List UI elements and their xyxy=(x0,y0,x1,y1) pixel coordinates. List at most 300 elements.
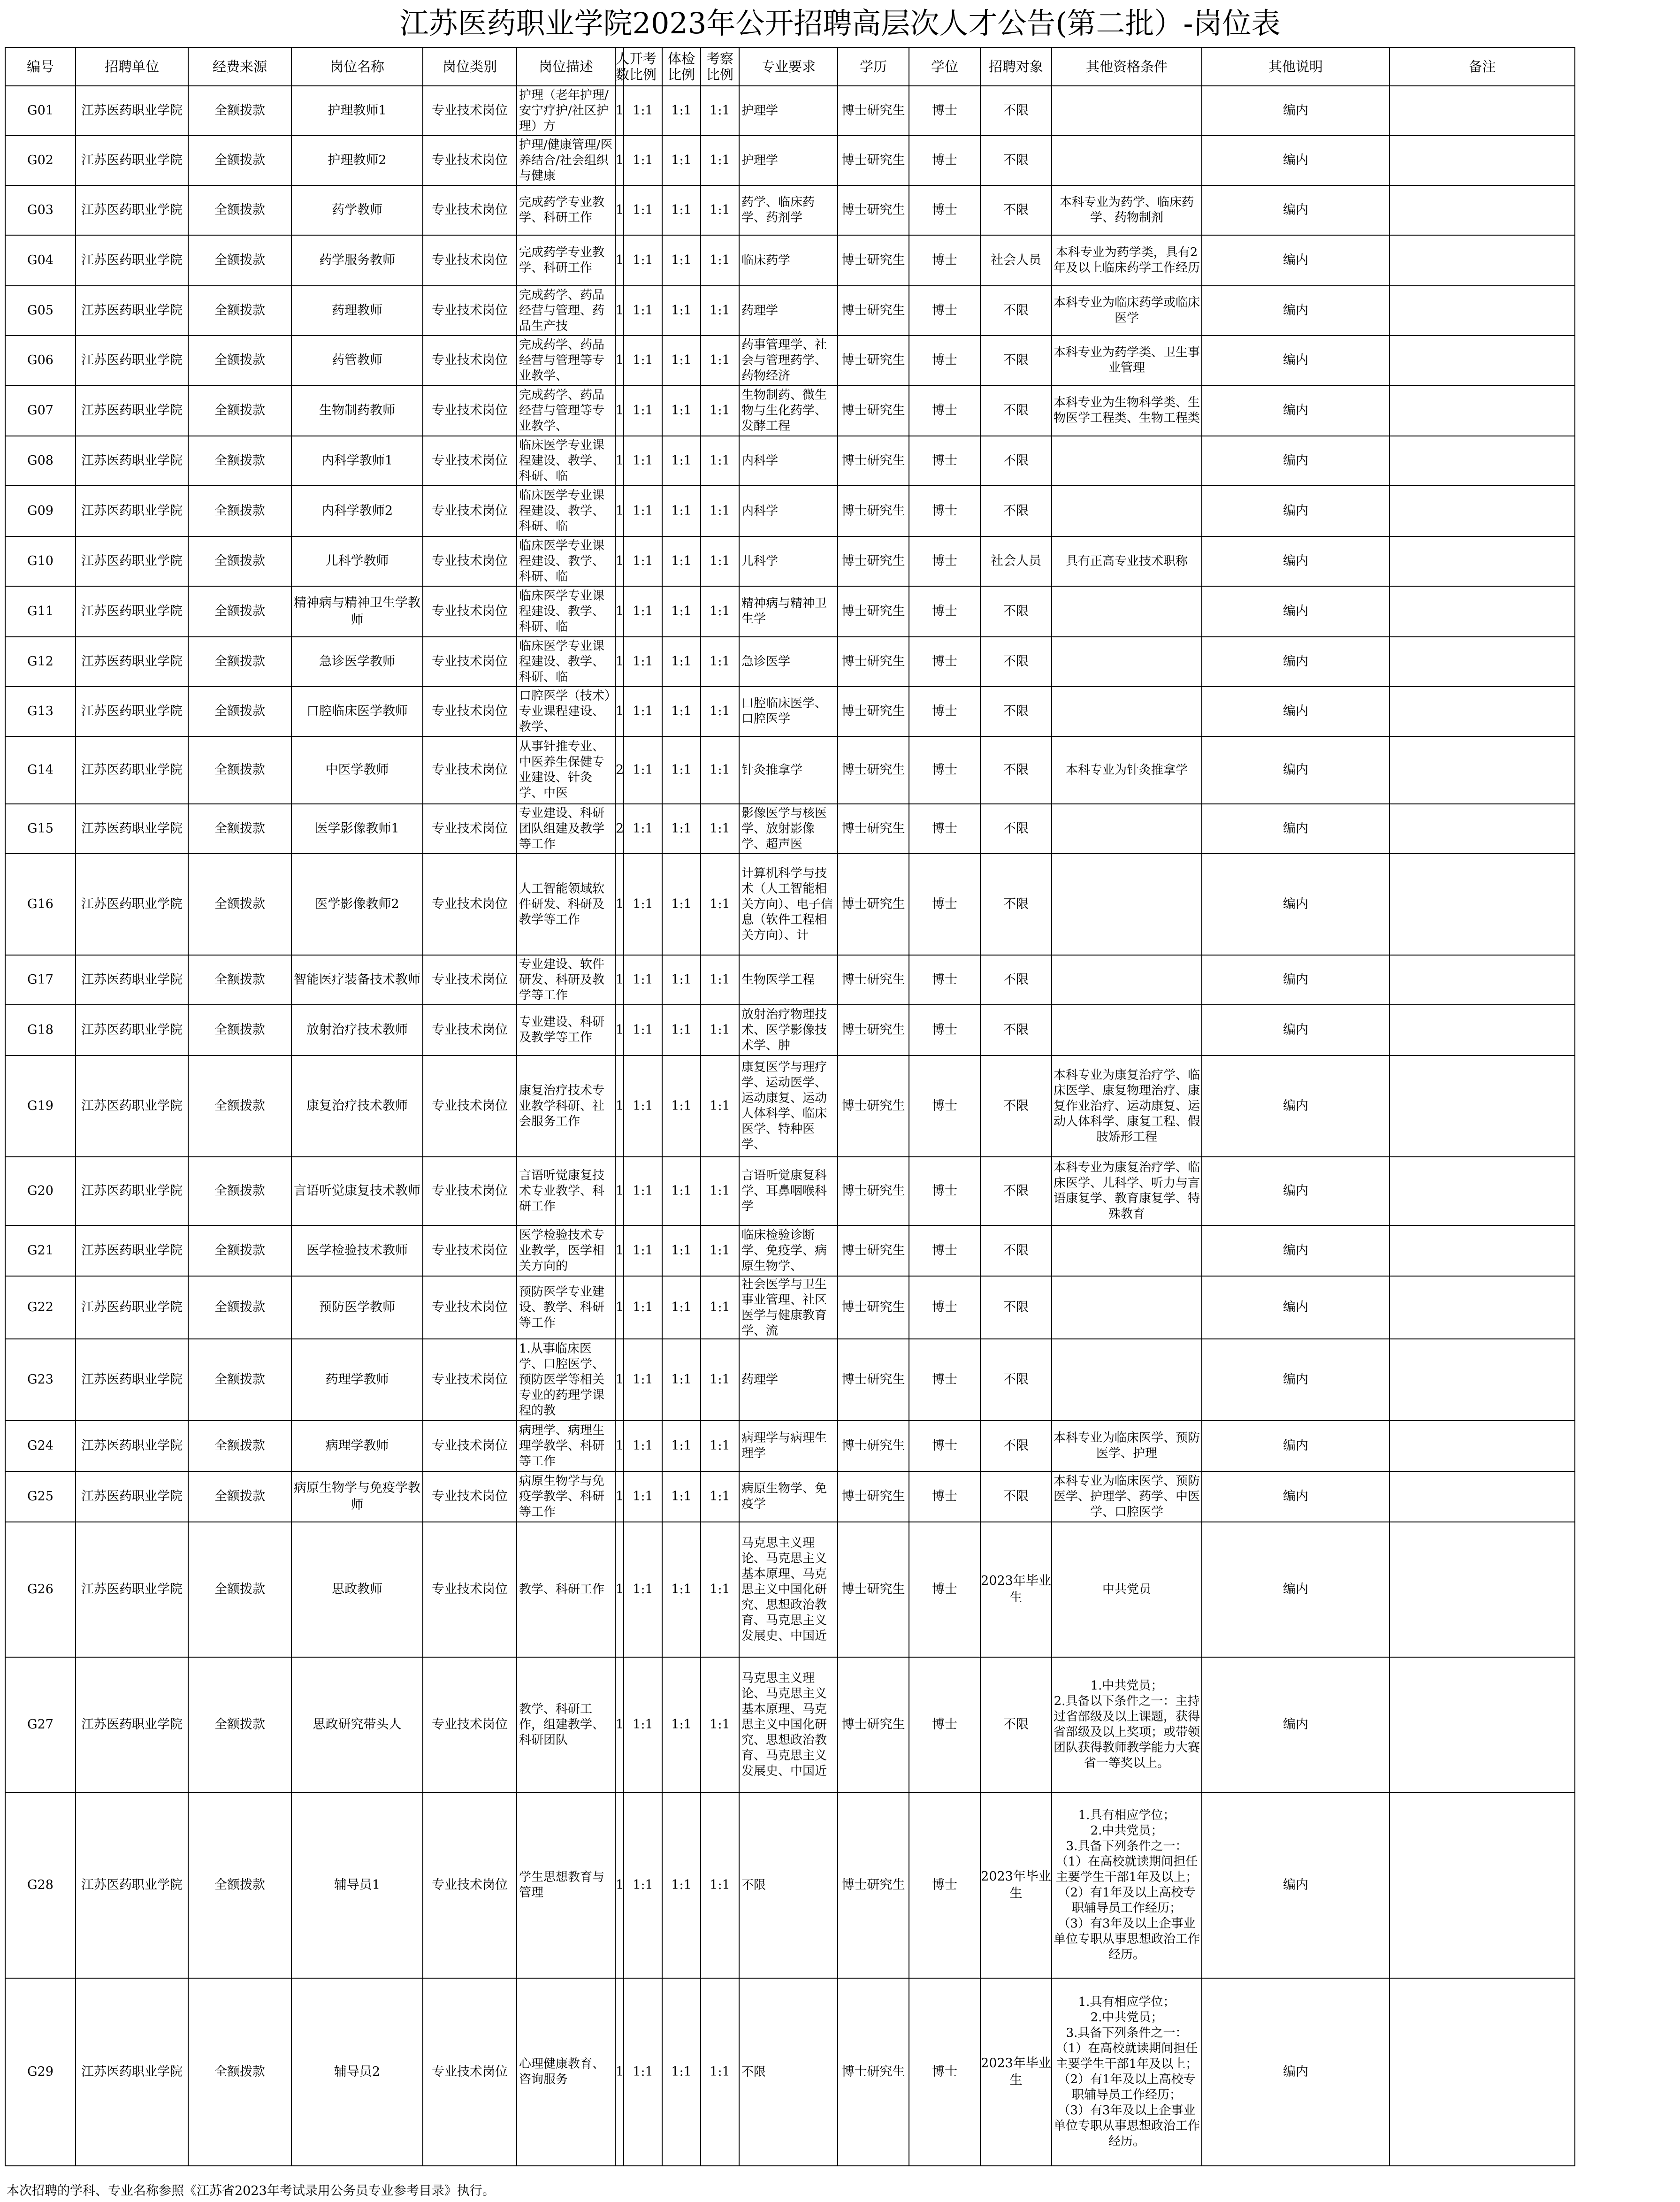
cell-inspection-ratio xyxy=(701,286,739,336)
cell-unit xyxy=(76,1657,188,1792)
cell-text: 影像医学与核医学、放射影像学、超声医 xyxy=(741,806,827,851)
cell-text: 博士研究生 xyxy=(841,1438,905,1453)
header-label: 人数 xyxy=(616,51,630,83)
cell-degree xyxy=(909,637,980,687)
cell-text: 不限 xyxy=(1003,763,1029,777)
cell-text: 1:1 xyxy=(633,303,653,318)
cell-text: 江苏医药职业学院 xyxy=(81,1243,183,1258)
cell-medical-ratio xyxy=(662,1471,701,1522)
cell-text: 口腔临床医学教师 xyxy=(306,704,408,719)
cell-major xyxy=(739,637,838,687)
cell-text: 1:1 xyxy=(671,1243,692,1258)
cell-post-name xyxy=(291,1339,423,1421)
cell-text: 2023年毕业生 xyxy=(981,2056,1051,2087)
cell-text: 本科专业为临床医学、预防医学、护理 xyxy=(1053,1431,1200,1460)
cell-other-notes xyxy=(1202,736,1390,804)
cell-text: 1:1 xyxy=(710,1878,730,1892)
cell-text: 博士 xyxy=(932,704,957,719)
cell-text: 专业技术岗位 xyxy=(432,1184,508,1198)
cell-post-desc xyxy=(517,86,615,136)
cell-other-notes xyxy=(1202,286,1390,336)
cell-text: 1:1 xyxy=(633,453,653,468)
cell-text: 病理学教师 xyxy=(325,1438,389,1453)
cell-text: 博士 xyxy=(932,403,957,418)
cell-post-type xyxy=(423,136,517,185)
cell-text: G11 xyxy=(27,604,53,619)
cell-degree xyxy=(909,1005,980,1055)
header-degree xyxy=(909,47,980,86)
cell-text: 护理/健康管理/医养结合/社会组织与健康 xyxy=(519,138,613,183)
cell-text: 1 xyxy=(616,504,624,518)
cell-text: 全额拨款 xyxy=(214,897,265,911)
cell-text: 专业技术岗位 xyxy=(432,604,508,619)
cell-text: 专业技术岗位 xyxy=(432,153,508,168)
cell-text: 博士 xyxy=(932,821,957,836)
cell-education xyxy=(838,1657,909,1792)
cell-major xyxy=(739,1225,838,1276)
cell-text: 博士研究生 xyxy=(841,821,905,836)
cell-text: 全额拨款 xyxy=(214,403,265,418)
header-other-notes xyxy=(1202,47,1390,86)
cell-text: 完成药学专业教学、科研工作 xyxy=(519,195,605,225)
cell-headcount xyxy=(615,486,624,536)
cell-text: 1:1 xyxy=(671,554,692,568)
cell-text: 1:1 xyxy=(633,654,653,669)
cell-degree xyxy=(909,1657,980,1792)
cell-text: 1:1 xyxy=(710,1489,730,1504)
cell-text: 教学、科研工作，组建教学、科研团队 xyxy=(519,1702,605,1747)
cell-inspection-ratio xyxy=(701,336,739,385)
cell-headcount xyxy=(615,1276,624,1339)
cell-medical-ratio xyxy=(662,286,701,336)
cell-text: 专业技术岗位 xyxy=(432,763,508,777)
cell-text: 1:1 xyxy=(671,1184,692,1198)
cell-education xyxy=(838,1978,909,2166)
cell-exam-ratio xyxy=(624,586,662,637)
cell-text: 1 xyxy=(616,153,624,168)
cell-text: 1:1 xyxy=(633,1184,653,1198)
cell-degree xyxy=(909,736,980,804)
cell-post-desc xyxy=(517,235,615,286)
cell-text: 专业技术岗位 xyxy=(432,897,508,911)
cell-qualifications xyxy=(1052,1421,1202,1471)
cell-post-desc xyxy=(517,1339,615,1421)
cell-qualifications xyxy=(1052,486,1202,536)
cell-text: 1.中共党员； 2.具备以下条件之一：主持过省部级及以上课题，获得省部级及以上奖项；或带领团队获得教师教学能力大赛省一等奖以上。 xyxy=(1053,1679,1200,1770)
cell-text: 博士 xyxy=(932,1878,957,1892)
cell-medical-ratio xyxy=(662,86,701,136)
cell-text: G14 xyxy=(27,763,53,777)
cell-education xyxy=(838,486,909,536)
cell-text: 1:1 xyxy=(633,604,653,619)
cell-text: G08 xyxy=(27,453,53,468)
cell-funding xyxy=(188,436,291,486)
cell-post-desc xyxy=(517,536,615,586)
cell-degree xyxy=(909,235,980,286)
cell-other-notes xyxy=(1202,1276,1390,1339)
cell-text: 医学检验技术专业教学，医学相关方向的 xyxy=(519,1228,605,1273)
cell-id xyxy=(5,1978,76,2166)
cell-text: 博士 xyxy=(932,2064,957,2079)
cell-education xyxy=(838,1421,909,1471)
cell-degree xyxy=(909,385,980,436)
cell-text: 1 xyxy=(616,554,624,568)
cell-text: 1:1 xyxy=(671,704,692,719)
cell-text: 编内 xyxy=(1283,253,1308,268)
cell-headcount xyxy=(615,736,624,804)
cell-degree xyxy=(909,586,980,637)
cell-medical-ratio xyxy=(662,1792,701,1978)
table-row xyxy=(5,637,1575,687)
cell-post-name xyxy=(291,436,423,486)
cell-text: 博士 xyxy=(932,1023,957,1037)
cell-post-desc xyxy=(517,1978,615,2166)
cell-text: 专业技术岗位 xyxy=(432,504,508,518)
cell-text: 全额拨款 xyxy=(214,453,265,468)
cell-text: 博士研究生 xyxy=(841,103,905,118)
cell-text: 编内 xyxy=(1283,1023,1308,1037)
cell-text: 1:1 xyxy=(633,1372,653,1387)
cell-other-notes xyxy=(1202,955,1390,1005)
cell-funding xyxy=(188,1978,291,2166)
cell-exam-ratio xyxy=(624,1471,662,1522)
cell-text: 博士 xyxy=(932,1489,957,1504)
cell-post-desc xyxy=(517,1657,615,1792)
cell-target xyxy=(980,1471,1052,1522)
cell-funding xyxy=(188,86,291,136)
cell-text: 本科专业为康复治疗学、临床医学、儿科学、听力与言语康复学、教育康复学、特殊教育 xyxy=(1053,1161,1200,1221)
cell-text: 本科专业为临床医学、预防医学、护理学、药学、中医学、口腔医学 xyxy=(1053,1474,1200,1519)
cell-education xyxy=(838,436,909,486)
cell-qualifications xyxy=(1052,536,1202,586)
cell-funding xyxy=(188,1005,291,1055)
cell-other-notes xyxy=(1202,1471,1390,1522)
cell-text: 完成药学、药品经营与管理、药品生产技 xyxy=(519,288,605,333)
cell-target xyxy=(980,286,1052,336)
cell-text: 1:1 xyxy=(710,2064,730,2079)
cell-major xyxy=(739,1522,838,1657)
cell-text: 博士 xyxy=(932,897,957,911)
cell-other-notes xyxy=(1202,486,1390,536)
table-row xyxy=(5,136,1575,185)
cell-headcount xyxy=(615,804,624,854)
cell-text: G18 xyxy=(27,1023,53,1037)
header-label: 学历 xyxy=(859,59,887,75)
cell-text: 社会医学与卫生事业管理、社区医学与健康教育学、流 xyxy=(741,1277,827,1338)
cell-text: 博士 xyxy=(932,303,957,318)
cell-inspection-ratio xyxy=(701,1522,739,1657)
table-row xyxy=(5,1978,1575,2166)
cell-text: 编内 xyxy=(1283,1717,1308,1732)
cell-text: 江苏医药职业学院 xyxy=(81,2064,183,2079)
cell-target xyxy=(980,336,1052,385)
cell-text: 1:1 xyxy=(671,203,692,217)
cell-remarks xyxy=(1390,736,1575,804)
header-post-desc xyxy=(517,47,615,86)
cell-text: 本科专业为针灸推拿学 xyxy=(1065,763,1188,777)
cell-id xyxy=(5,1055,76,1157)
cell-text: 博士研究生 xyxy=(841,253,905,268)
cell-text: 1:1 xyxy=(633,504,653,518)
cell-text: 不限 xyxy=(1003,403,1029,418)
cell-text: 2023年毕业生 xyxy=(981,1574,1051,1605)
cell-headcount xyxy=(615,1792,624,1978)
cell-remarks xyxy=(1390,1522,1575,1657)
cell-headcount xyxy=(615,1522,624,1657)
cell-education xyxy=(838,185,909,235)
cell-education xyxy=(838,86,909,136)
cell-inspection-ratio xyxy=(701,1157,739,1225)
cell-text: 全额拨款 xyxy=(214,1717,265,1732)
cell-text: 专业技术岗位 xyxy=(432,103,508,118)
cell-qualifications xyxy=(1052,1978,1202,2166)
cell-degree xyxy=(909,185,980,235)
cell-text: 博士研究生 xyxy=(841,504,905,518)
cell-unit xyxy=(76,1225,188,1276)
cell-text: 1.从事临床医学、口腔医学、预防医学等相关专业的药理学课程的教 xyxy=(519,1341,605,1418)
cell-text: 药理学 xyxy=(741,1372,779,1387)
cell-remarks xyxy=(1390,1055,1575,1157)
cell-text: 1 xyxy=(616,1243,624,1258)
cell-text: 医学检验技术教师 xyxy=(306,1243,408,1258)
cell-qualifications xyxy=(1052,436,1202,486)
cell-exam-ratio xyxy=(624,736,662,804)
cell-text: 江苏医药职业学院 xyxy=(81,1489,183,1504)
cell-text: 博士研究生 xyxy=(841,453,905,468)
cell-education xyxy=(838,1339,909,1421)
cell-text: 全额拨款 xyxy=(214,1184,265,1198)
cell-text: 博士研究生 xyxy=(841,1878,905,1892)
cell-id xyxy=(5,86,76,136)
cell-text: 1:1 xyxy=(633,821,653,836)
header-label: 经费来源 xyxy=(212,59,267,75)
cell-degree xyxy=(909,486,980,536)
cell-headcount xyxy=(615,1421,624,1471)
cell-inspection-ratio xyxy=(701,1657,739,1792)
cell-text: 全额拨款 xyxy=(214,821,265,836)
cell-text: 病理学与病理生理学 xyxy=(741,1431,827,1460)
cell-education xyxy=(838,1522,909,1657)
cell-text: 1:1 xyxy=(671,103,692,118)
cell-qualifications xyxy=(1052,1157,1202,1225)
cell-degree xyxy=(909,136,980,185)
cell-text: 不限 xyxy=(1003,153,1029,168)
cell-text: 1:1 xyxy=(671,763,692,777)
cell-text: 药理学教师 xyxy=(325,1372,389,1387)
cell-text: 编内 xyxy=(1283,1184,1308,1198)
table-row xyxy=(5,235,1575,286)
cell-remarks xyxy=(1390,1157,1575,1225)
cell-text: G26 xyxy=(27,1582,53,1597)
cell-unit xyxy=(76,854,188,955)
cell-text: G16 xyxy=(27,897,53,911)
cell-text: 本科专业为药学类，具有2年及以上临床药学工作经历 xyxy=(1053,245,1200,275)
cell-text: 江苏医药职业学院 xyxy=(81,453,183,468)
cell-text: 药学服务教师 xyxy=(319,253,395,268)
cell-inspection-ratio xyxy=(701,1978,739,2166)
cell-post-type xyxy=(423,1225,517,1276)
cell-text: 内科学 xyxy=(741,453,779,468)
cell-text: 编内 xyxy=(1283,972,1308,987)
cell-text: 专业技术岗位 xyxy=(432,1489,508,1504)
cell-education xyxy=(838,336,909,385)
cell-medical-ratio xyxy=(662,1276,701,1339)
cell-text: 不限 xyxy=(1003,353,1029,367)
cell-unit xyxy=(76,1339,188,1421)
table-row xyxy=(5,1421,1575,1471)
header-label: 备注 xyxy=(1468,59,1496,75)
cell-text: 急诊医学 xyxy=(741,654,791,669)
page-title: 江苏医药职业学院2023年公开招聘高层次人才公告(第二批）-岗位表 xyxy=(399,6,1281,40)
cell-text: 编内 xyxy=(1283,554,1308,568)
cell-post-type xyxy=(423,1157,517,1225)
cell-post-type xyxy=(423,1055,517,1157)
cell-text: 编内 xyxy=(1283,1878,1308,1892)
cell-inspection-ratio xyxy=(701,1471,739,1522)
cell-post-desc xyxy=(517,1225,615,1276)
cell-text: 1:1 xyxy=(633,153,653,168)
cell-funding xyxy=(188,1421,291,1471)
cell-medical-ratio xyxy=(662,637,701,687)
cell-text: G20 xyxy=(27,1184,53,1198)
cell-id xyxy=(5,1157,76,1225)
cell-education xyxy=(838,1471,909,1522)
cell-unit xyxy=(76,185,188,235)
cell-text: 1:1 xyxy=(633,972,653,987)
cell-funding xyxy=(188,286,291,336)
cell-text: 编内 xyxy=(1283,1372,1308,1387)
cell-text: 编内 xyxy=(1283,504,1308,518)
cell-post-name xyxy=(291,185,423,235)
cell-text: 放射治疗技术教师 xyxy=(306,1023,408,1037)
cell-exam-ratio xyxy=(624,1157,662,1225)
cell-text: 博士 xyxy=(932,504,957,518)
cell-inspection-ratio xyxy=(701,1225,739,1276)
cell-text: 临床医学专业课程建设、教学、科研、临 xyxy=(519,639,605,684)
cell-target xyxy=(980,1005,1052,1055)
cell-target xyxy=(980,1978,1052,2166)
cell-post-desc xyxy=(517,336,615,385)
header-remarks xyxy=(1390,47,1575,86)
cell-text: 1:1 xyxy=(633,1438,653,1453)
cell-text: 全额拨款 xyxy=(214,1243,265,1258)
cell-major xyxy=(739,1978,838,2166)
cell-post-name xyxy=(291,486,423,536)
cell-text: 全额拨款 xyxy=(214,203,265,217)
cell-education xyxy=(838,1792,909,1978)
cell-text: 完成药学、药品经营与管理等专业教学、 xyxy=(519,388,605,433)
cell-degree xyxy=(909,1421,980,1471)
cell-unit xyxy=(76,486,188,536)
cell-text: 内科学教师1 xyxy=(321,453,393,468)
cell-text: G05 xyxy=(27,303,53,318)
cell-text: 临床医学专业课程建设、教学、科研、临 xyxy=(519,589,605,634)
cell-text: 博士研究生 xyxy=(841,403,905,418)
cell-major xyxy=(739,1339,838,1421)
cell-text: G27 xyxy=(27,1717,53,1732)
cell-text: 言语听觉康复技术专业教学、科研工作 xyxy=(519,1168,605,1214)
cell-education xyxy=(838,136,909,185)
cell-headcount xyxy=(615,854,624,955)
cell-remarks xyxy=(1390,637,1575,687)
cell-headcount xyxy=(615,586,624,637)
cell-text: 教学、科研工作 xyxy=(519,1582,605,1597)
cell-text: 不限 xyxy=(1003,1243,1029,1258)
cell-text: 1.具有相应学位； 2.中共党员； 3.具备下列条件之一： （1）在高校就读期间担任主要学生干部1年及以上； （2）有1年及以上高校专职辅导员工作经历； （3）有3年及以上企事业单位专职从事思想政治工作经历。 xyxy=(1053,1995,1200,2148)
cell-text: 江苏医药职业学院 xyxy=(81,103,183,118)
cell-post-name xyxy=(291,235,423,286)
cell-text: G19 xyxy=(27,1099,53,1113)
cell-text: 预防医学教师 xyxy=(319,1300,395,1315)
cell-text: 博士 xyxy=(932,1243,957,1258)
cell-text: 完成药学、药品经营与管理等专业教学、 xyxy=(519,337,605,383)
cell-text: 1:1 xyxy=(633,763,653,777)
cell-text: 1:1 xyxy=(671,1300,692,1315)
cell-text: 临床医学专业课程建设、教学、科研、临 xyxy=(519,438,605,483)
cell-medical-ratio xyxy=(662,854,701,955)
cell-inspection-ratio xyxy=(701,136,739,185)
cell-post-name xyxy=(291,586,423,637)
cell-inspection-ratio xyxy=(701,955,739,1005)
cell-inspection-ratio xyxy=(701,1339,739,1421)
cell-text: 1:1 xyxy=(710,554,730,568)
cell-major xyxy=(739,1005,838,1055)
cell-education xyxy=(838,1157,909,1225)
cell-text: 专业技术岗位 xyxy=(432,203,508,217)
cell-text: 博士研究生 xyxy=(841,1489,905,1504)
cell-unit xyxy=(76,1522,188,1657)
cell-qualifications xyxy=(1052,1276,1202,1339)
cell-inspection-ratio xyxy=(701,1005,739,1055)
cell-text: 博士研究生 xyxy=(841,1300,905,1315)
cell-id xyxy=(5,336,76,385)
cell-text: 针灸推拿学 xyxy=(741,763,803,777)
cell-qualifications xyxy=(1052,1055,1202,1157)
cell-other-notes xyxy=(1202,1522,1390,1657)
cell-medical-ratio xyxy=(662,1657,701,1792)
cell-text: G04 xyxy=(27,253,53,268)
cell-text: 病原生物学与免疫学教师 xyxy=(294,1481,420,1512)
cell-text: 不限 xyxy=(1003,821,1029,836)
cell-unit xyxy=(76,235,188,286)
cell-major xyxy=(739,86,838,136)
table-row xyxy=(5,586,1575,637)
cell-remarks xyxy=(1390,185,1575,235)
cell-text: 临床医学专业课程建设、教学、科研、临 xyxy=(519,488,605,534)
cell-other-notes xyxy=(1202,1421,1390,1471)
cell-exam-ratio xyxy=(624,1276,662,1339)
cell-medical-ratio xyxy=(662,1522,701,1657)
cell-text: 1:1 xyxy=(633,103,653,118)
cell-text: 专业建设、软件研发、科研及教学等工作 xyxy=(519,957,605,1002)
cell-text: 专业技术岗位 xyxy=(432,1099,508,1113)
cell-exam-ratio xyxy=(624,286,662,336)
cell-post-type xyxy=(423,854,517,955)
table-row xyxy=(5,436,1575,486)
cell-text: 1 xyxy=(616,704,624,719)
cell-exam-ratio xyxy=(624,1055,662,1157)
table-row xyxy=(5,955,1575,1005)
cell-text: 1:1 xyxy=(710,103,730,118)
cell-text: G01 xyxy=(27,103,53,118)
cell-text: 1 xyxy=(616,972,624,987)
table-row xyxy=(5,1792,1575,1978)
cell-id xyxy=(5,1522,76,1657)
cell-text: 1:1 xyxy=(671,1438,692,1453)
cell-text: 全额拨款 xyxy=(214,1878,265,1892)
cell-remarks xyxy=(1390,86,1575,136)
cell-education xyxy=(838,286,909,336)
